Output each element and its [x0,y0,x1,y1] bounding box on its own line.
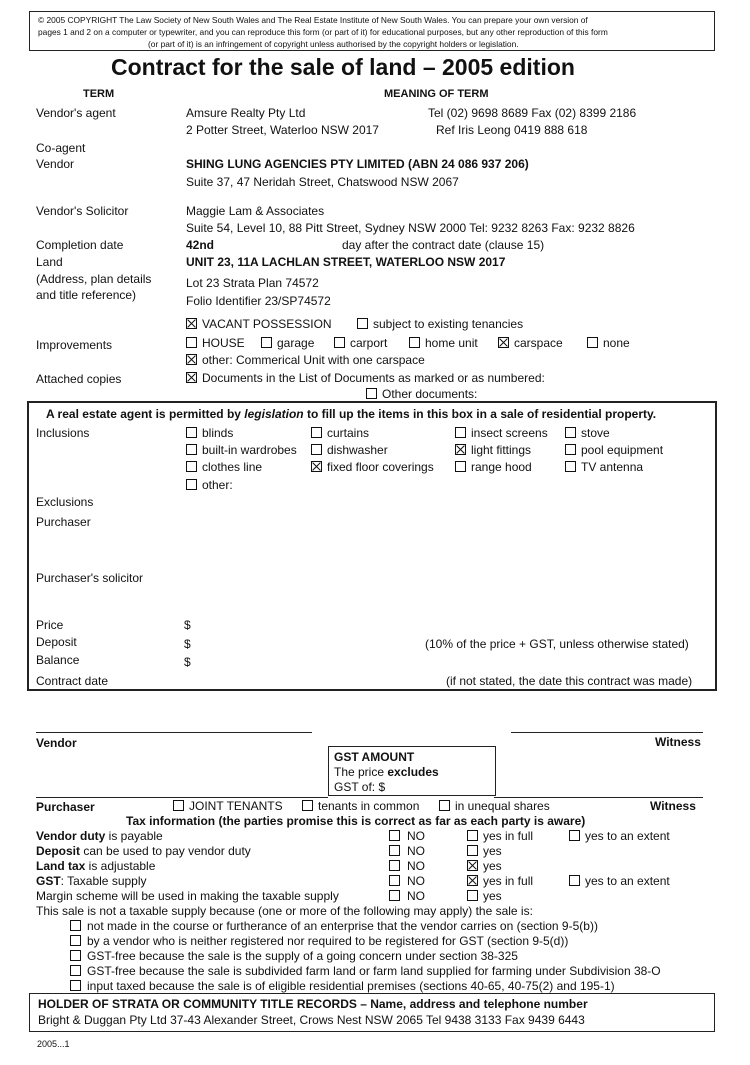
blinds-label: blinds [202,426,234,440]
vendor-duty-text: is payable [105,829,163,843]
margin-yes-label: yes [483,889,502,903]
deposit-label: Deposit [36,635,77,649]
vendors-agent-name: Amsure Realty Pty Ltd [186,106,306,120]
vendors-solicitor-address: Suite 54, Level 10, 88 Pitt Street, Sydney NSW 2000 Tel: 9232 8263 Fax: 9232 8826 [186,221,635,235]
home-unit-checkbox[interactable] [409,337,420,348]
holder-heading: HOLDER OF STRATA OR COMMUNITY TITLE RECORDS – Name, address and telephone number [38,997,588,1011]
term-header: TERM [83,88,115,100]
purchaser-witness-line [494,797,703,798]
holder-details: Bright & Duggan Pty Ltd 37-43 Alexander Street, Crows Nest NSW 2065 Tel 9438 3133 Fax 9439 6443 [38,1013,585,1027]
carspace-checkbox[interactable] [498,337,509,348]
land-tax-no-checkbox[interactable] [389,860,400,871]
deposit-dollar: $ [184,637,191,651]
purchaser-label: Purchaser [36,515,91,529]
purchaser-witness-label: Witness [650,799,696,813]
vendor-duty-yes-extent-label: yes to an extent [585,829,670,843]
clothes-line-checkbox[interactable] [186,461,197,472]
gst-yes-full-checkbox[interactable] [467,875,478,886]
carspace-label: carspace [514,336,563,350]
land-tax-yes-checkbox[interactable] [467,860,478,871]
vendor-signature-line [36,732,312,733]
floor-coverings-label: fixed floor coverings [327,460,434,474]
deposit-duty-text: can be used to pay vendor duty [80,844,251,858]
land-tax-text: is adjustable [85,859,156,873]
reason-3-checkbox[interactable] [70,950,81,961]
deposit-duty-no-checkbox[interactable] [389,845,400,856]
gst-row [36,874,147,888]
margin-yes-checkbox[interactable] [467,890,478,901]
carport-label: carport [350,336,388,350]
price-label: Price [36,618,64,632]
floor-coverings-checkbox[interactable] [311,461,322,472]
reason-2-label: by a vendor who is neither registered nor required to be registered for GST (section 9-5(d)) [87,934,569,948]
unequal-shares-label: in unequal shares [455,799,550,813]
vendor-witness-label: Witness [655,735,701,749]
reason-2-checkbox[interactable] [70,935,81,946]
vacant-possession-checkbox[interactable] [186,318,197,329]
gst-no-label: NO [407,874,425,888]
other-improvement-checkbox[interactable] [186,354,197,365]
reason-4-label: GST-free because the sale is subdivided farm land or farm land supplied for farming under Subdivision 38-O [87,964,661,978]
vendor-address: Suite 37, 47 Neridah Street, Chatswood NSW 2067 [186,175,459,189]
deposit-duty-row [36,844,251,858]
insect-screens-checkbox[interactable] [455,427,466,438]
stove-label: stove [581,426,610,440]
other-inclusion-checkbox[interactable] [186,479,197,490]
agent-box-heading-a: A real estate agent is permitted by [46,407,245,421]
land-tax-no-label: NO [407,859,425,873]
land-tax-yes-label: yes [483,859,502,873]
vacant-possession-label: VACANT POSSESSION [202,317,332,331]
attached-copies-label: Attached copies [36,372,122,386]
curtains-checkbox[interactable] [311,427,322,438]
vendor-duty-no-label: NO [407,829,425,843]
copyright-line3: (or part of it) is an infringement of copyright unless authorised by the copyright holders or legislation. [148,39,519,49]
gst-bold: GST [36,874,61,888]
agent-box-heading [46,407,656,421]
gst-amount-excludes: excludes [387,765,439,779]
land-tax-bold: Land tax [36,859,86,873]
agent-box-heading-c: to fill up the items in this box in a sale of residential property. [303,407,657,421]
completion-label: Completion date [36,238,124,252]
tenancies-checkbox[interactable] [357,318,368,329]
margin-scheme-text: Margin scheme will be used in making the taxable supply [36,889,339,903]
vendors-solicitor-name: Maggie Lam & Associates [186,204,325,218]
margin-no-checkbox[interactable] [389,890,400,901]
gst-amount-line-a: The price [334,765,388,779]
dishwasher-label: dishwasher [327,443,388,457]
balance-dollar: $ [184,655,191,669]
gst-yes-extent-checkbox[interactable] [569,875,580,886]
vendor-witness-line [511,732,703,733]
light-fittings-checkbox[interactable] [455,444,466,455]
garage-label: garage [277,336,315,350]
carport-checkbox[interactable] [334,337,345,348]
tenants-in-common-label: tenants in common [318,799,420,813]
land-label-3: and title reference) [36,288,137,302]
not-taxable-intro: This sale is not a taxable supply because (one or more of the following may apply) the sale is: [36,904,533,918]
reason-4-checkbox[interactable] [70,965,81,976]
deposit-duty-bold: Deposit [36,844,81,858]
other-inclusion-label: other: [202,478,233,492]
gst-of-label: GST of: $ [334,780,386,794]
reason-1-checkbox[interactable] [70,920,81,931]
garage-checkbox[interactable] [261,337,272,348]
land-lot: Lot 23 Strata Plan 74572 [186,276,319,290]
vendors-solicitor-label: Vendor's Solicitor [36,204,129,218]
margin-no-label: NO [407,889,425,903]
contract-date-note: (if not stated, the date this contract was made) [446,674,693,688]
reason-5-checkbox[interactable] [70,980,81,991]
tenants-in-common-checkbox[interactable] [302,800,313,811]
tv-antenna-label: TV antenna [581,460,644,474]
home-unit-label: home unit [425,336,478,350]
vendor-signature-label: Vendor [36,736,77,750]
deposit-duty-yes-checkbox[interactable] [467,845,478,856]
gst-yes-extent-label: yes to an extent [585,874,670,888]
wardrobes-checkbox[interactable] [186,444,197,455]
copyright-line2: pages 1 and 2 on a computer or typewriter, and you can reproduce this form (or part of it) for educational purposes, but any other reproduction of this form [38,27,608,37]
clothes-line-label: clothes line [202,460,263,474]
deposit-duty-no-label: NO [407,844,425,858]
land-folio: Folio Identifier 23/SP74572 [186,294,331,308]
documents-checkbox[interactable] [186,372,197,383]
vendor-label: Vendor [36,157,75,171]
vendors-agent-ref: Ref Iris Leong 0419 888 618 [436,123,588,137]
agent-box-heading-b: legislation [244,407,304,421]
reason-3-label: GST-free because the sale is the supply of a going concern under section 38-325 [87,949,518,963]
completion-value: 42nd [186,238,215,252]
house-checkbox[interactable] [186,337,197,348]
deposit-duty-yes-label: yes [483,844,502,858]
vendors-agent-address: 2 Potter Street, Waterloo NSW 2017 [186,123,379,137]
purchaser-signature-label: Purchaser [36,800,95,814]
gst-no-checkbox[interactable] [389,875,400,886]
vendor-duty-bold: Vendor duty [36,829,106,843]
light-fittings-label: light fittings [471,443,532,457]
none-checkbox[interactable] [587,337,598,348]
joint-tenants-label: JOINT TENANTS [189,799,283,813]
purchasers-solicitor-label: Purchaser's solicitor [36,571,143,585]
land-address: UNIT 23, 11A LACHLAN STREET, WATERLOO NSW 2017 [186,255,506,269]
house-label: HOUSE [202,336,245,350]
land-tax-row [36,859,155,873]
gst-amount-line [334,765,439,779]
joint-tenants-checkbox[interactable] [173,800,184,811]
none-label: none [603,336,630,350]
blinds-checkbox[interactable] [186,427,197,438]
unequal-shares-checkbox[interactable] [439,800,450,811]
pool-equipment-label: pool equipment [581,443,664,457]
tax-heading: Tax information (the parties promise this is correct as far as each party is aware) [126,814,586,828]
exclusions-label: Exclusions [36,495,94,509]
insect-screens-label: insect screens [471,426,548,440]
completion-suffix: day after the contract date (clause 15) [342,238,545,252]
purchaser-signature-line [36,797,328,798]
inclusions-label: Inclusions [36,426,90,440]
meaning-header: MEANING OF TERM [384,88,489,100]
vendor-name: SHING LUNG AGENCIES PTY LIMITED (ABN 24 086 937 206) [186,157,529,171]
other-documents-label: Other documents: [382,387,478,401]
land-label: Land [36,255,63,269]
gst-yes-full-label: yes in full [483,874,534,888]
price-dollar: $ [184,618,191,632]
balance-label: Balance [36,653,80,667]
page-title: Contract for the sale of land – 2005 edition [111,54,575,80]
reason-1-label: not made in the course or furtherance of an enterprise that the vendor carries on (section 9-5(b)) [87,919,598,933]
wardrobes-label: built-in wardrobes [202,443,297,457]
vendor-duty-yes-extent-checkbox[interactable] [569,830,580,841]
range-hood-checkbox[interactable] [455,461,466,472]
footer-page-code: 2005...1 [37,1039,70,1049]
improvements-label: Improvements [36,338,113,352]
documents-label: Documents in the List of Documents as marked or as numbered: [202,371,545,385]
tv-antenna-checkbox[interactable] [565,461,576,472]
other-improvement-label: other: Commerical Unit with one carspace [202,353,425,367]
gst-text: : Taxable supply [60,874,147,888]
deposit-note: (10% of the price + GST, unless otherwise stated) [425,637,689,651]
vendor-duty-no-checkbox[interactable] [389,830,400,841]
vendor-duty-yes-full-label: yes in full [483,829,534,843]
reason-5-label: input taxed because the sale is of eligible residential premises (sections 40-65, 40-75(2) and 195-1) [87,979,615,993]
vendor-duty-yes-full-checkbox[interactable] [467,830,478,841]
land-label-2: (Address, plan details [36,272,152,286]
range-hood-label: range hood [471,460,532,474]
stove-checkbox[interactable] [565,427,576,438]
co-agent-label: Co-agent [36,141,86,155]
dishwasher-checkbox[interactable] [311,444,322,455]
vendor-duty-row [36,829,163,843]
vendors-agent-phones: Tel (02) 9698 8689 Fax (02) 8399 2186 [428,106,637,120]
copyright-line1: © 2005 COPYRIGHT The Law Society of New South Wales and The Real Estate Institute of New South Wales. You can prepare your own version of [38,15,588,25]
contract-date-label: Contract date [36,674,109,688]
vendors-agent-label: Vendor's agent [36,106,116,120]
tenancies-label: subject to existing tenancies [373,317,524,331]
other-documents-checkbox[interactable] [366,388,377,399]
curtains-label: curtains [327,426,370,440]
pool-equipment-checkbox[interactable] [565,444,576,455]
gst-amount-title: GST AMOUNT [334,750,415,764]
